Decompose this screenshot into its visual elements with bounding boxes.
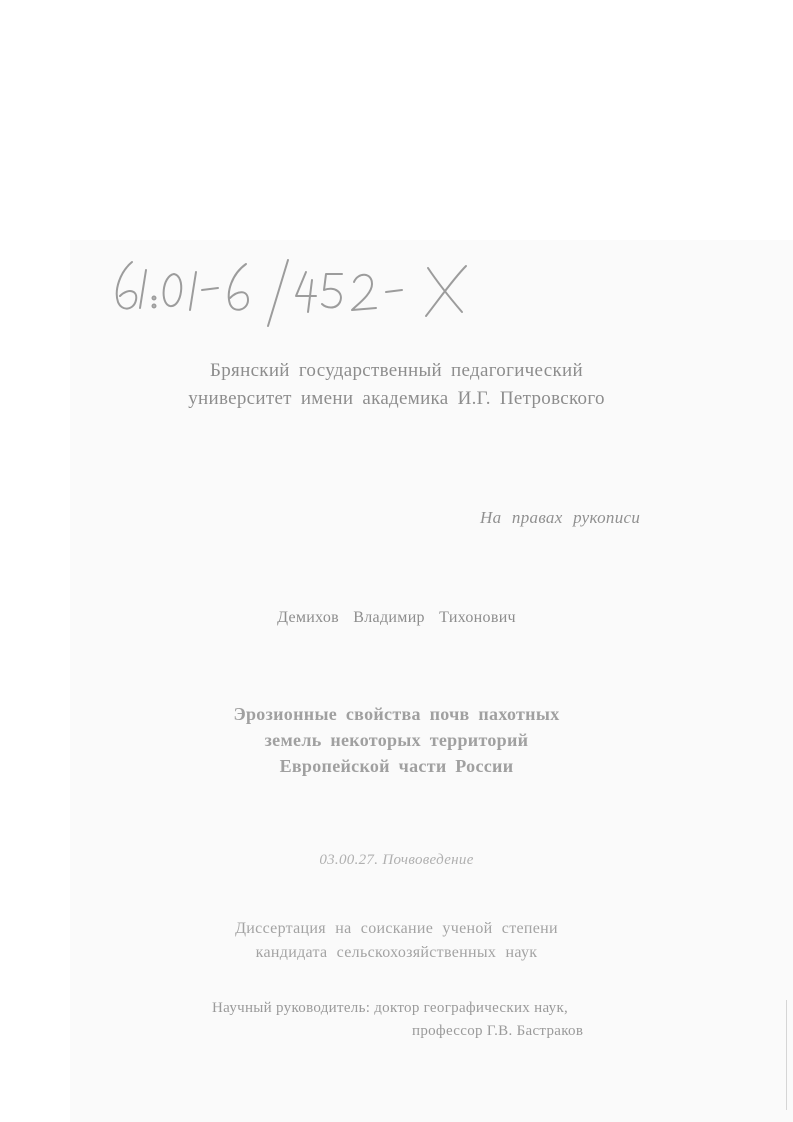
scan-edge (786, 1000, 787, 1110)
dissertation-line-1: Диссертация на соискание ученой степени (235, 920, 558, 937)
manuscript-note: На правах рукописи (480, 508, 641, 527)
title-line-1: Эрозионные свойства почв пахотных (233, 704, 560, 724)
author-name: Демихов Владимир Тихонович (277, 609, 516, 626)
title-line-2: земель некоторых территорий (264, 730, 529, 750)
specialty-code: 03.00.27. Почвоведение (319, 852, 474, 868)
advisor-line-2: профессор Г.В. Бастраков (412, 1023, 584, 1039)
university-line-1: Брянский государственный педагогический (210, 360, 583, 381)
advisor-line-1: Научный руководитель: доктор географических наук, (212, 1000, 569, 1016)
dissertation-line-2: кандидата сельскохозяйственных наук (255, 944, 538, 961)
title-line-3: Европейской части России (279, 756, 514, 776)
university-line-2: университет имени академика И.Г. Петровского (188, 388, 605, 409)
handwritten-code (110, 250, 530, 330)
